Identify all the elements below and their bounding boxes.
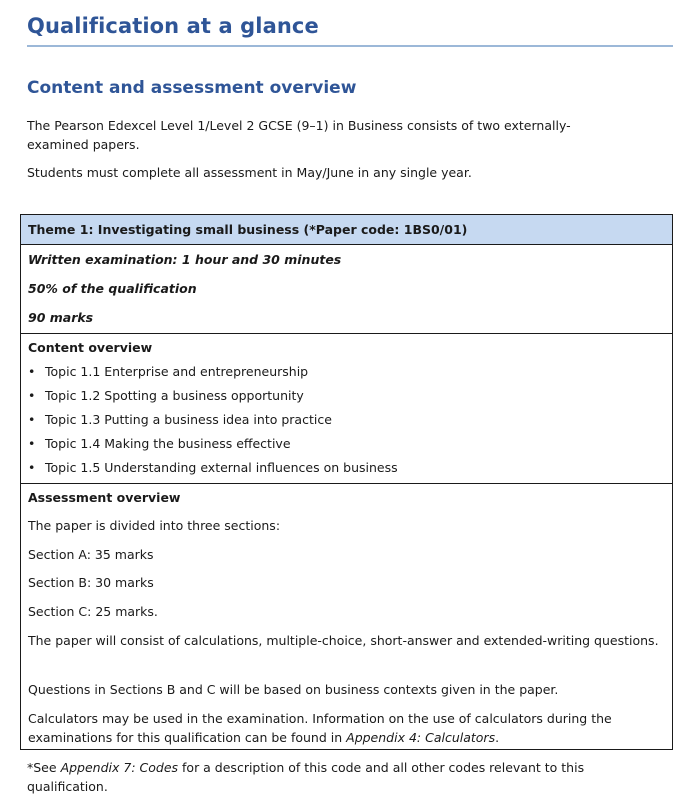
business-contexts-paragraph: Questions in Sections B and C will be based on business contexts given in the paper. bbox=[28, 682, 559, 697]
section-divider bbox=[21, 333, 672, 334]
topic-label: Topic 1.5 Understanding external influences on business bbox=[45, 460, 398, 475]
paper-overview-box bbox=[20, 214, 673, 750]
list-item bbox=[28, 435, 398, 459]
list-item bbox=[28, 411, 398, 435]
section-a-marks: Section A: 35 marks bbox=[28, 547, 154, 562]
calculators-appendix-ref: Appendix 4: Calculators bbox=[346, 730, 496, 745]
footnote bbox=[27, 758, 657, 796]
bullet-icon: • bbox=[28, 388, 36, 403]
bullet-icon: • bbox=[28, 364, 36, 379]
calculators-text: Calculators may be used in the examination. Information on the use of calculators during the examinations for this qualification can be found in bbox=[28, 711, 612, 745]
content-overview-heading: Content overview bbox=[28, 340, 153, 355]
section-c-marks: Section C: 25 marks. bbox=[28, 604, 158, 619]
topic-list bbox=[28, 363, 398, 483]
intro-paragraph: The Pearson Edexcel Level 1/Level 2 GCSE (9–1) in Business consists of two externally-examined papers. bbox=[27, 118, 571, 152]
topic-label: Topic 1.3 Putting a business idea into practice bbox=[45, 412, 332, 427]
page-title: Qualification at a glance bbox=[27, 14, 319, 38]
assessment-timing-paragraph: Students must complete all assessment in May/June in any single year. bbox=[27, 165, 472, 180]
question-types-paragraph: The paper will consist of calculations, multiple-choice, short-answer and extended-writing questions. bbox=[28, 633, 659, 648]
calculators-end: . bbox=[495, 730, 500, 745]
footnote-prefix: *See bbox=[27, 760, 57, 775]
assessment-overview-heading: Assessment overview bbox=[28, 490, 181, 505]
section-b-marks: Section B: 30 marks bbox=[28, 575, 154, 590]
qualification-weighting: 50% of the qualification bbox=[28, 281, 197, 296]
topic-label: Topic 1.1 Enterprise and entrepreneurship bbox=[45, 364, 309, 379]
sections-intro: The paper is divided into three sections: bbox=[28, 518, 281, 533]
list-item bbox=[28, 459, 398, 483]
list-item bbox=[28, 387, 398, 411]
total-marks: 90 marks bbox=[28, 310, 94, 325]
topic-label: Topic 1.2 Spotting a business opportunity bbox=[45, 388, 304, 403]
bullet-icon: • bbox=[28, 436, 36, 451]
exam-duration: Written examination: 1 hour and 30 minutes bbox=[28, 252, 342, 267]
footnote-suffix: for a description of this code and all other codes relevant to this qualification. bbox=[27, 760, 585, 794]
calculators-paragraph bbox=[28, 709, 668, 747]
bullet-icon: • bbox=[28, 412, 36, 427]
bullet-icon: • bbox=[28, 460, 36, 475]
title-underline bbox=[27, 45, 673, 47]
section-divider bbox=[21, 483, 672, 484]
footnote-appendix-ref: Appendix 7: Codes bbox=[60, 760, 179, 775]
section-title: Content and assessment overview bbox=[27, 78, 357, 98]
list-item bbox=[28, 363, 398, 387]
topic-label: Topic 1.4 Making the business effective bbox=[45, 436, 291, 451]
theme-header: Theme 1: Investigating small business (*Paper code: 1BS0/01) bbox=[21, 215, 672, 245]
